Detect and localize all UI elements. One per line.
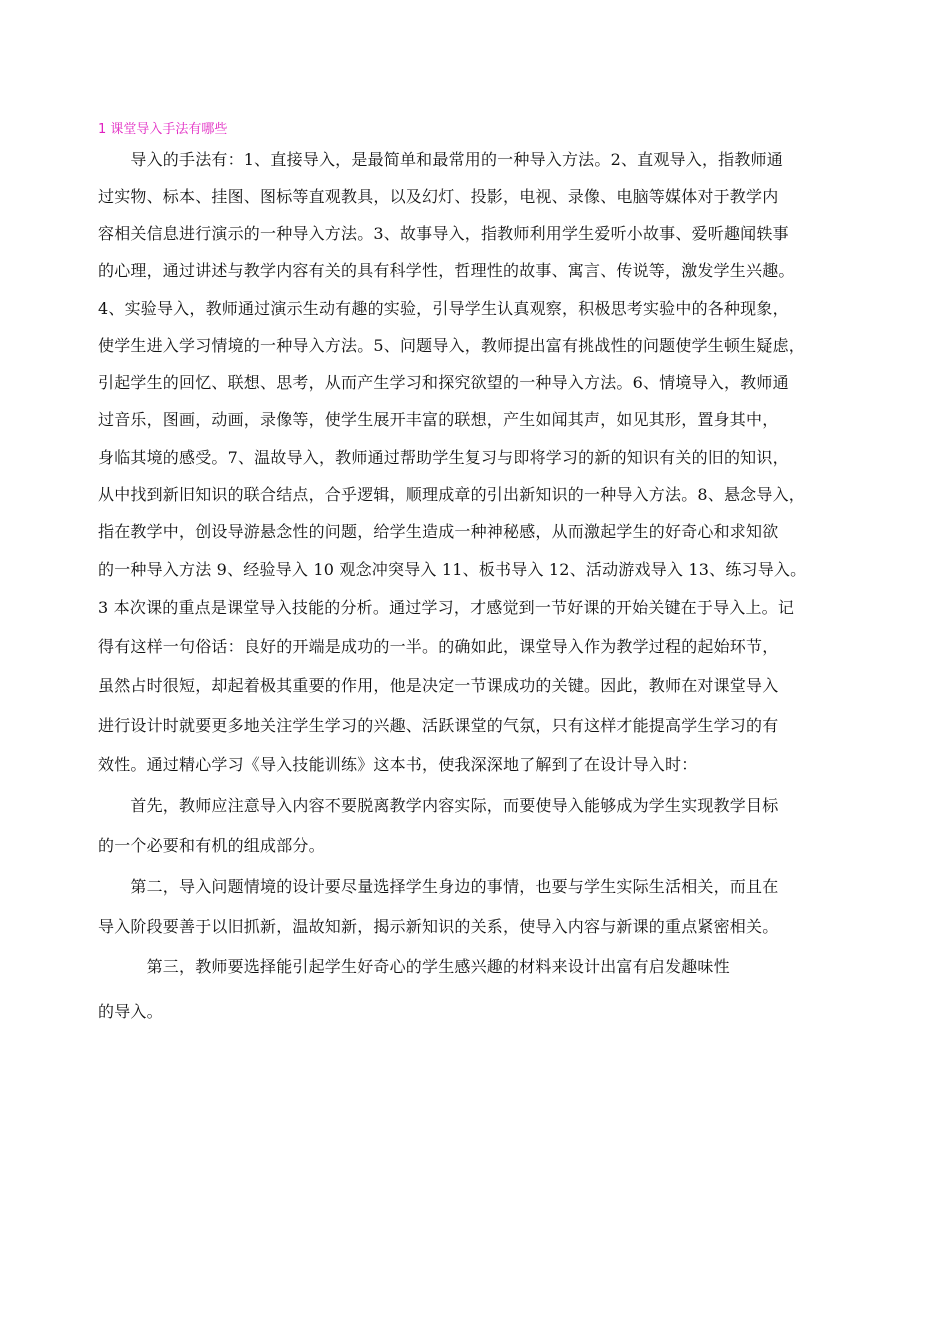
paragraph-line: 得有这样一句俗话：良好的开端是成功的一半。的确如此，课堂导入作为教学过程的起始环节， [98,637,779,656]
paragraph-line: 的一个必要和有机的组成部分。 [98,836,325,855]
paragraph-line: 导入的手法有：1、直接导入，是最简单和最常用的一种导入方法。2、直观导入，指教师通 [98,150,783,169]
paragraph-line: 首先，教师应注意导入内容不要脱离教学内容实际，而要使导入能够成为学生实现教学目标 [98,796,779,815]
paragraph-line: 虽然占时很短，却起着极其重要的作用，他是决定一节课成功的关键。因此，教师在对课堂导入 [98,676,779,695]
paragraph-line: 的心理，通过讲述与教学内容有关的具有科学性，哲理性的故事、寓言、传说等，激发学生兴趣。 [98,261,795,280]
paragraph-line: 过实物、标本、挂图、图标等直观教具，以及幻灯、投影，电视、录像、电脑等媒体对于教学内 [98,187,779,206]
paragraph-line: 引起学生的回忆、联想、思考，从而产生学习和探究欲望的一种导入方法。6、情境导入，教师通 [98,373,789,392]
paragraph-line: 指在教学中，创设导游悬念性的问题，给学生造成一种神秘感，从而激起学生的好奇心和求知欲 [98,522,779,541]
paragraph-line: 的导入。 [98,1002,163,1021]
paragraph-line: 从中找到新旧知识的联合结点，合乎逻辑，顺理成章的引出新知识的一种导入方法。8、悬念导入， [98,485,805,504]
paragraph-line: 第二，导入问题情境的设计要尽量选择学生身边的事情，也要与学生实际生活相关，而且在 [98,877,779,896]
paragraph-line: 进行设计时就要更多地关注学生学习的兴趣、活跃课堂的气氛，只有这样才能提高学生学习的有 [98,716,779,735]
paragraph-line: 的一种导入方法 9、经验导入 10 观念冲突导入 11、板书导入 12、活动游戏导入 13、练习导入。 [98,560,807,579]
paragraph-line: 过音乐，图画，动画，录像等，使学生展开丰富的联想，产生如闻其声，如见其形，置身其中， [98,410,779,429]
paragraph-line: 身临其境的感受。7、温故导入，教师通过帮助学生复习与即将学习的新的知识有关的旧的知识， [98,448,789,467]
paragraph-line: 效性。通过精心学习《导入技能训练》这本书，使我深深地了解到了在设计导入时： [98,755,698,774]
paragraph-line: 导入阶段要善于以旧抓新，温故知新，揭示新知识的关系，使导入内容与新课的重点紧密相关。 [98,917,779,936]
paragraph-line: 3 本次课的重点是课堂导入技能的分析。通过学习，才感觉到一节好课的开始关键在于导入上。记 [98,598,795,617]
paragraph-line: 容相关信息进行演示的一种导入方法。3、故事导入，指教师利用学生爱听小故事、爱听趣闻轶事 [98,224,789,243]
paragraph-line: 4、实验导入，教师通过演示生动有趣的实验，引导学生认真观察，积极思考实验中的各种现象， [98,299,789,318]
section-heading: 1 课堂导入手法有哪些 [98,122,228,137]
paragraph-line: 使学生进入学习情境的一种导入方法。5、问题导入，教师提出富有挑战性的问题使学生顿生疑虑， [98,336,805,355]
paragraph-line: 第三，教师要选择能引起学生好奇心的学生感兴趣的材料来设计出富有启发趣味性 [98,957,730,976]
